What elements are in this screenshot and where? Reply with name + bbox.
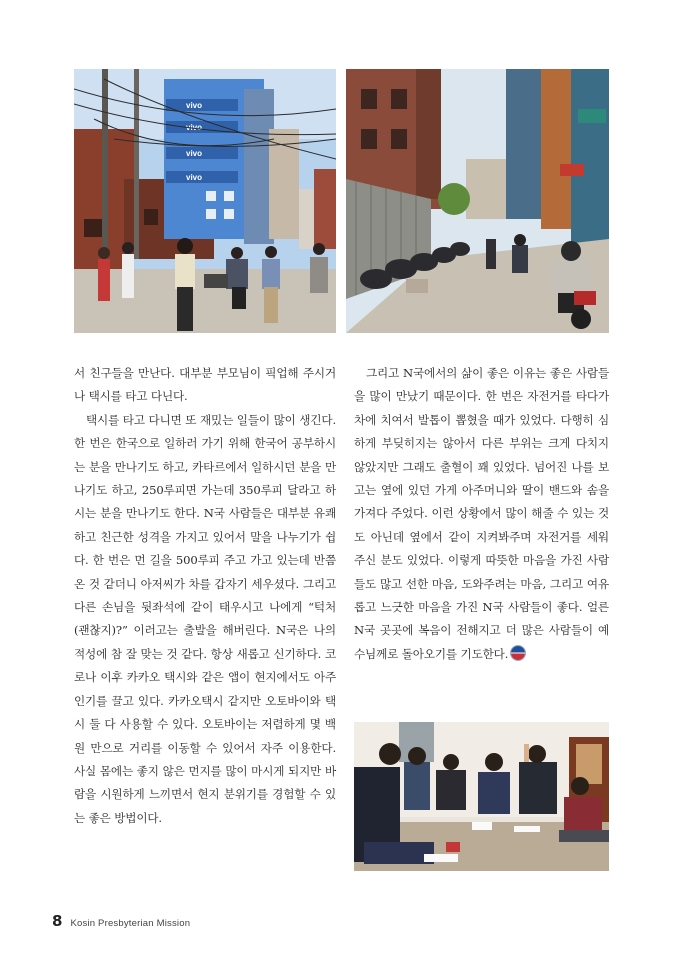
- street-photo-blue-building: [74, 69, 336, 333]
- publication-name: Kosin Presbyterian Mission: [70, 918, 191, 929]
- vivo-sign-4: vivo: [186, 173, 203, 182]
- article-end-emblem-icon: [511, 646, 525, 660]
- article-paragraph: 서 친구들을 만난다. 대부분 부모님이 픽업해 주시거나 택시를 타고 다닌다.: [74, 366, 336, 404]
- article-column-right: [354, 362, 609, 666]
- group-gathering-photo: [354, 722, 609, 871]
- page-footer: [52, 912, 190, 930]
- street-photo-parked-motorbikes: [346, 69, 609, 333]
- vivo-sign-3: vivo: [186, 149, 203, 158]
- article-column-left: [74, 362, 336, 830]
- article-paragraph: [354, 362, 609, 666]
- page-number: 8: [52, 912, 63, 930]
- article-paragraph: 택시를 타고 다니면 또 재밌는 일들이 많이 생긴다. 한 번은 한국으로 일하러 가기 위해 한국어 공부하시는 분을 만나기도 하고, 카타르에서 일하시던 분을 만나기도 하고, 250루피면 가는데 350루피 달라고 하시는 분을 만나기도 한다. N국 사람들은 대부분 유쾌하고 친근한 성격을 가지고 있어서 말을 나누기가 쉽다. 한 번은 먼 길을 500루피 주고 가고 있는데 반쯤 온 것 같더니 아저씨가 차를 갑자기 세우셨다. 그리고 다른 손님을 뒷좌석에 같이 태우시고 나에게 “턱처(괜찮지)?” 이러고는 출발을 해버린다. N국은 나의 적성에 참 잘 맞는 것 같다. 항상 새롭고 신기하다. 코로나 이후 카카오 택시와 같은 앱이 현지에서도 아주 인기를 끌고 있다. 카카오택시 같지만 오토바이와 택시 둘 다 사용할 수 있다. 오토바이는 저렴하게 몇 백원 만으로 거리를 이동할 수 있어서 자주 이용한다. 사실 몸에는 좋지 않은 먼지를 많이 마시게 되지만 바람을 시원하게 느끼면서 현지 분위기를 경험할 수 있는 좋은 방법이다.: [74, 412, 336, 825]
- article-paragraph-text: 그리고 N국에서의 삶이 좋은 이유는 좋은 사람들을 많이 만났기 때문이다. 한 번은 자전거를 타다가 차에 치여서 발톱이 뽑혔을 때가 있었다. 다행히 심하게 부딪히지는 않아서 다른 부위는 크게 다치지 않았지만 그래도 출혈이 꽤 있었다. 넘어진 나를 보고는 옆에 있던 가게 아주머니와 딸이 밴드와 솜을 가져다 주었다. 이런 상황에서 많이 해줄 수 있는 것도 아닌데 옆에서 같이 지켜봐주며 자전거를 세워 주신 분도 있었다. 이렇게 따뜻한 마음을 가진 사람들도 많고 선한 마음, 도와주려는 마음, 그리고 여유롭고 느긋한 마음을 가진 N국 사람들이 좋다. 얼른 N국 곳곳에 복음이 전해지고 더 많은 사람들이 예수님께로 돌아오기를 기도한다.: [354, 366, 609, 661]
- vivo-sign-1: vivo: [186, 101, 203, 110]
- vivo-sign-2: vivo: [186, 123, 203, 132]
